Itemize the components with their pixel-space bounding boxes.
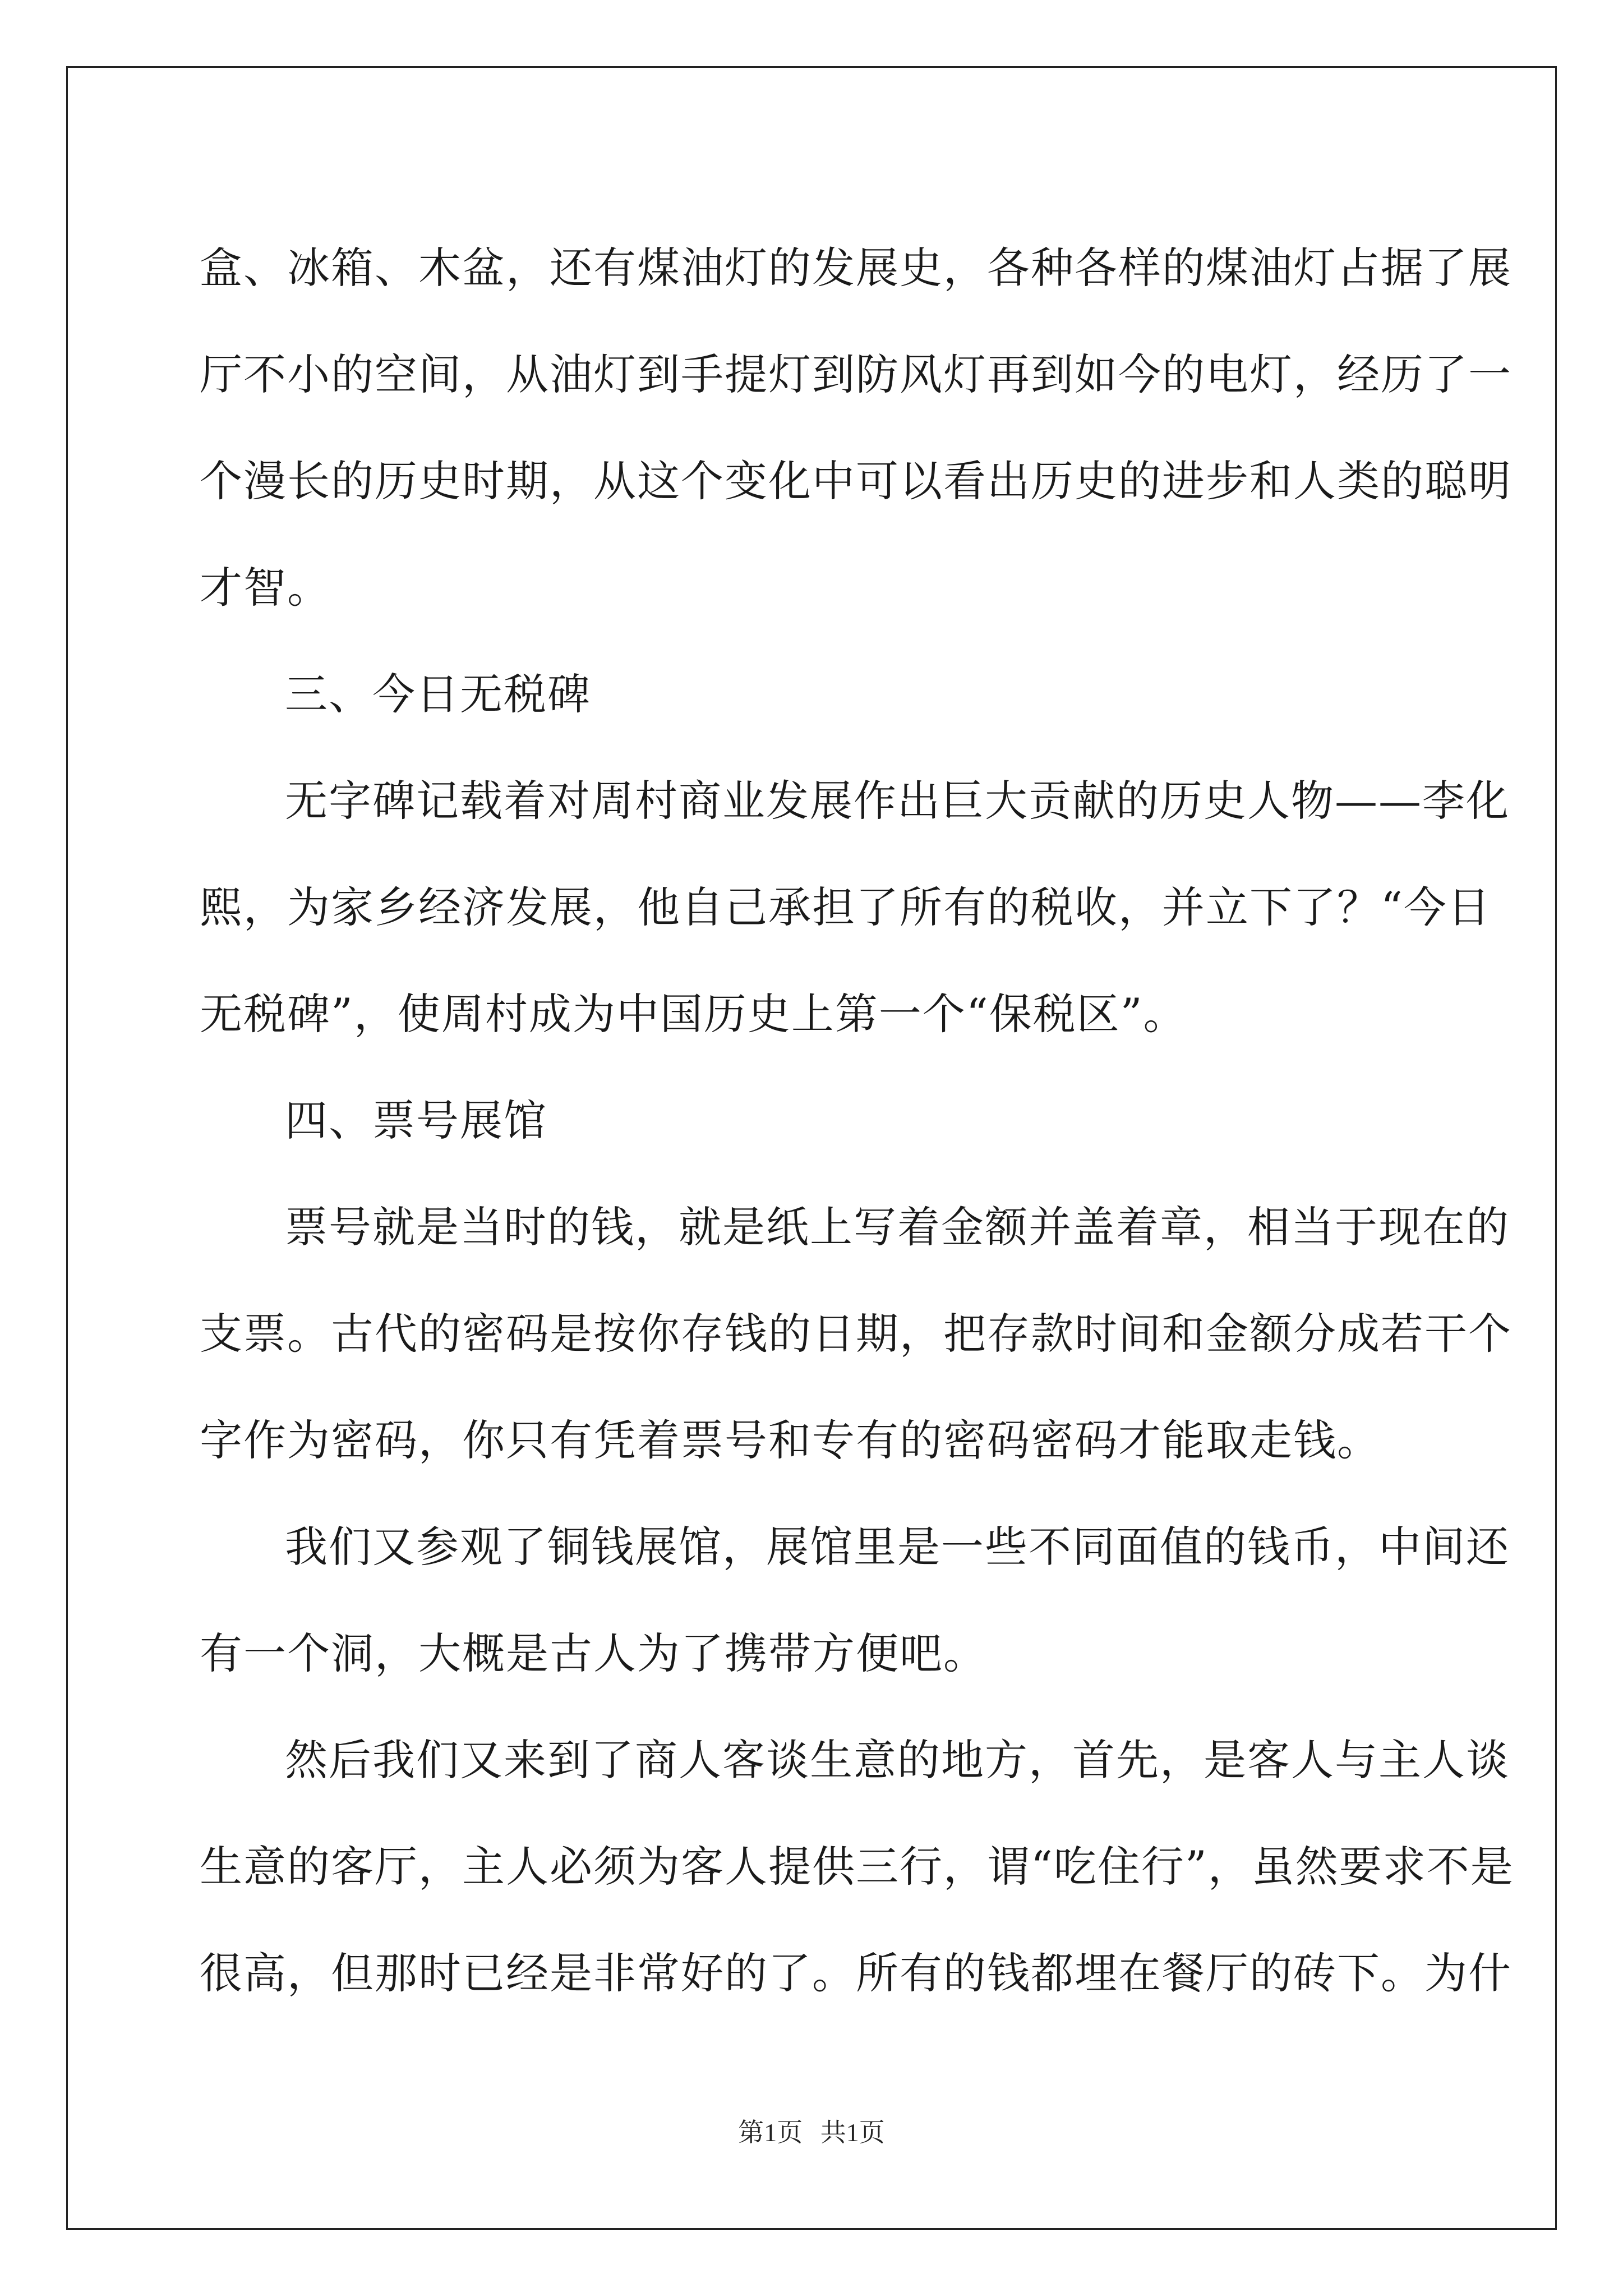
page-total: 共1页 [820, 2118, 885, 2147]
section-heading-tax-monument [200, 641, 1427, 748]
text-line: 支票。古代的密码是按你存钱的日期，把存款时间和金额分成若干个 [200, 1309, 1512, 1359]
page-number: 第1页 [738, 2118, 803, 2147]
heading-text: 四、票号展馆 [285, 1096, 547, 1145]
text-line: 生意的客厅，主人必须为客人提供三行，谓“吃住行”，虽然要求不是 [200, 1842, 1514, 1892]
text-line: 然后我们又来到了商人客谈生意的地方，首先，是客人与主人谈 [285, 1735, 1510, 1785]
section-heading-banknote-hall [200, 1068, 1427, 1174]
text-line: 字作为密码，你只有凭着票号和专有的密码密码才能取走钱。 [200, 1415, 1381, 1465]
paragraph-copper-coins [200, 1494, 1510, 1707]
text-line: 厅不小的空间，从油灯到手提灯到防风灯再到如今的电灯，经历了一 [200, 349, 1512, 399]
text-line: 熙，为家乡经济发展，他自己承担了所有的税收，并立下了？“今日 [200, 882, 1491, 932]
paragraph-museum-exhibits [200, 215, 1512, 641]
text-line: 有一个洞，大概是古人为了携带方便吧。 [200, 1628, 987, 1678]
paragraph-tax-monument [200, 748, 1510, 1068]
text-line: 我们又参观了铜钱展馆，展馆里是一些不同面值的钱币，中间还 [285, 1522, 1510, 1572]
document-body [200, 215, 1514, 2027]
text-line: 盒、冰箱、木盆，还有煤油灯的发展史，各种各样的煤油灯占据了展 [200, 243, 1512, 293]
text-line: 票号就是当时的钱，就是纸上写着金额并盖着章，相当于现在的 [285, 1202, 1510, 1252]
text-line: 很高，但那时已经是非常好的了。所有的钱都埋在餐厅的砖下。为什 [200, 1948, 1512, 1998]
text-line: 无字碑记载着对周村商业发展作出巨大贡献的历史人物——李化 [285, 776, 1510, 826]
text-line: 个漫长的历史时期，从这个变化中可以看出历史的进步和人类的聪明 [200, 456, 1512, 506]
text-line: 才智。 [200, 563, 331, 613]
paragraph-merchant-parlor [200, 1707, 1514, 2027]
paragraph-banknote [200, 1174, 1512, 1494]
heading-text: 三、今日无税碑 [285, 669, 591, 719]
text-line: 无税碑”，使周村成为中国历史上第一个“保税区”。 [200, 989, 1187, 1039]
page-footer [0, 2112, 1623, 2149]
